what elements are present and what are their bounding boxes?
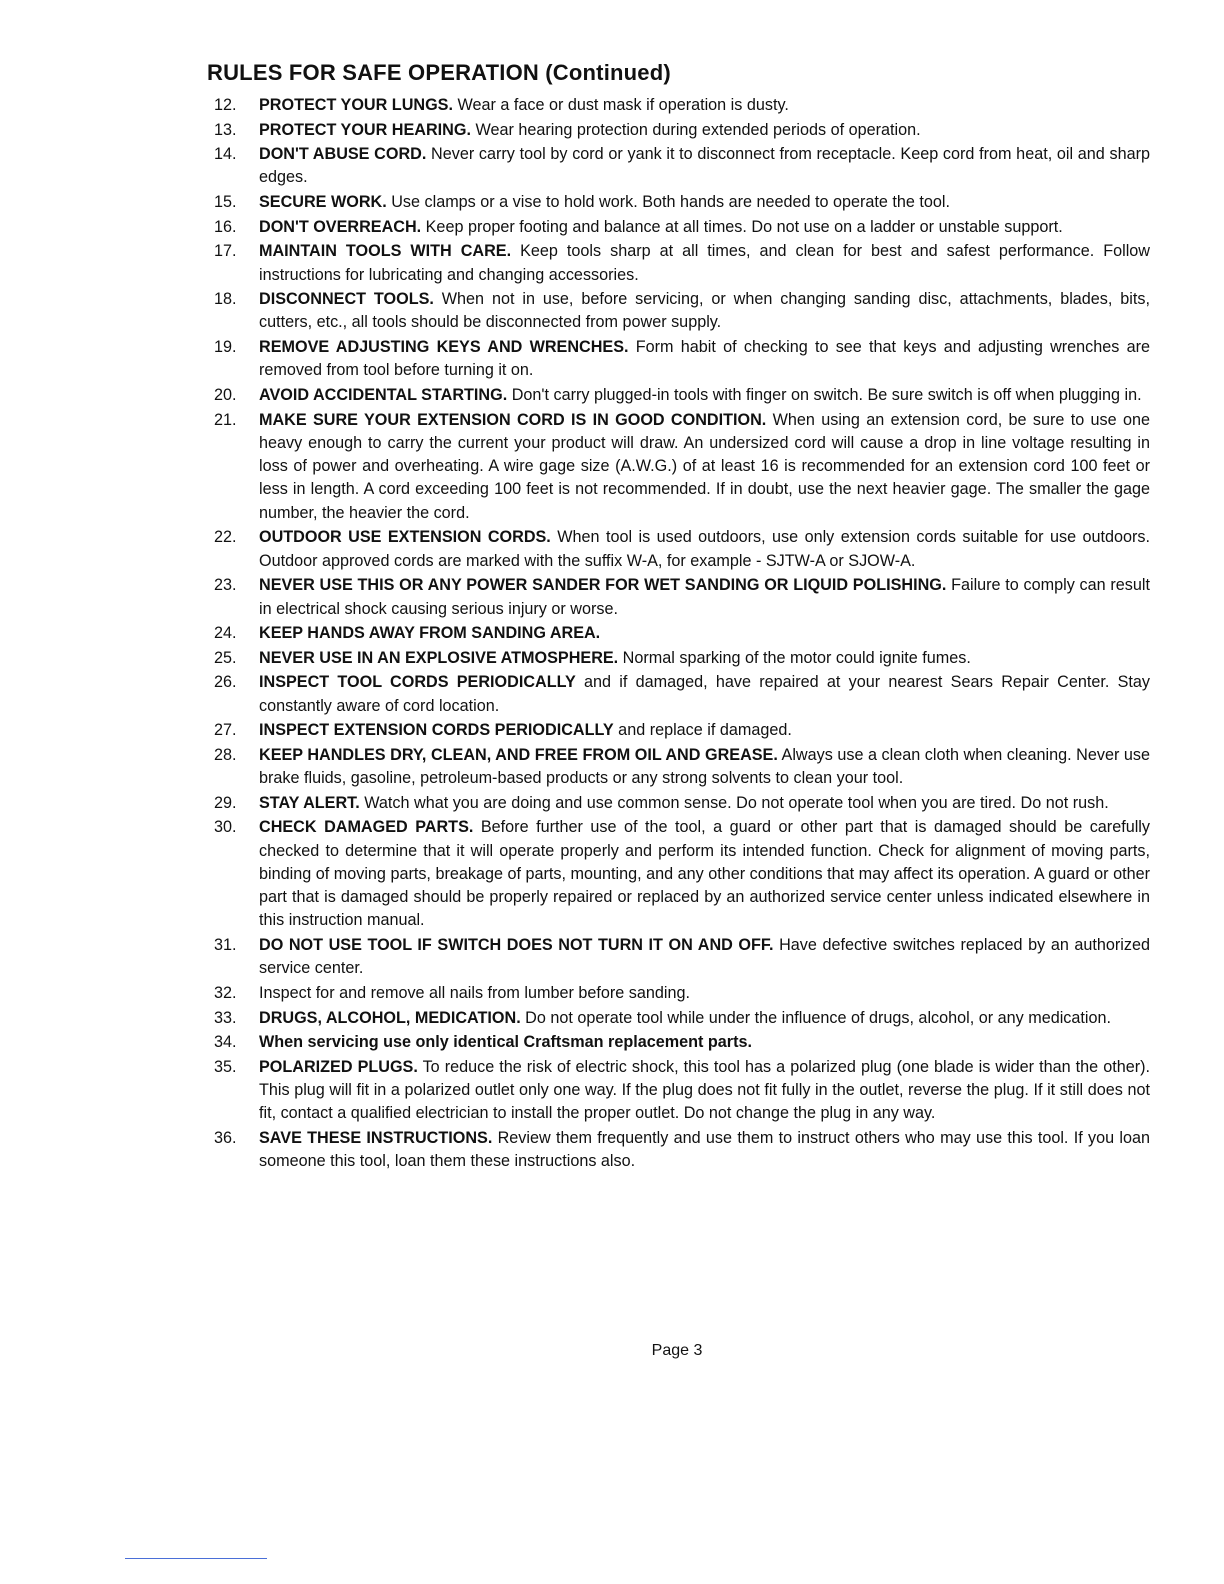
rule-number: 17. xyxy=(214,242,237,261)
rule-item xyxy=(214,384,1150,407)
page-number: Page 3 xyxy=(651,1342,703,1359)
rule-heading: When servicing use only identical Craftsman replacement parts. xyxy=(259,1033,752,1052)
rule-number: 21. xyxy=(214,410,237,429)
rule-heading: MAKE SURE YOUR EXTENSION CORD IS IN GOOD CONDITION. xyxy=(259,410,767,429)
rule-text: Watch what you are doing and use common sense. Do not operate tool when you are tired. Do not rush. xyxy=(359,793,1109,812)
rule-item xyxy=(214,792,1150,815)
rule-number: 19. xyxy=(214,338,237,357)
rule-number: 15. xyxy=(214,193,237,212)
rule-heading: KEEP HANDS AWAY FROM SANDING AREA. xyxy=(259,624,601,643)
rule-item xyxy=(214,191,1150,214)
rule-heading: DO NOT USE TOOL IF SWITCH DOES NOT TURN IT ON AND OFF. xyxy=(259,936,774,955)
rule-heading: DON'T OVERREACH. xyxy=(259,217,422,236)
rule-number: 29. xyxy=(214,793,237,812)
rule-item xyxy=(214,409,1150,525)
rule-item xyxy=(214,816,1150,932)
rule-heading: INSPECT TOOL CORDS PERIODICALLY xyxy=(259,673,576,692)
rule-item xyxy=(214,934,1150,981)
rule-item xyxy=(214,288,1150,335)
rule-text: When using an extension cord, be sure to use one heavy enough to carry the current your product will draw. An undersized cord will cause a drop in line voltage resulting in loss of power and overheating. A wire gage size (A.W.G.) of at least 16 is recommended for an extension cord 100 feet or less in length. A cord exceeding 100 feet is not recommended. If in doubt, use the next heavier gage. The smaller the gage number, the heavier the cord. xyxy=(259,410,1150,522)
rule-number: 26. xyxy=(214,673,237,692)
rule-number: 13. xyxy=(214,120,237,139)
rule-item xyxy=(214,94,1150,117)
rule-text: Have defective switches replaced by an authorized service center. xyxy=(259,936,1150,978)
rule-item xyxy=(214,1031,1150,1054)
rule-text: Before further use of the tool, a guard or other part that is damaged should be carefully checked to determine that it will operate properly and perform its intended function. Check for alignment of moving parts, binding of moving parts, breakage of parts, mounting, and any other conditions that may affect its operation. A guard or other part that is damaged should be properly repaired or replaced by an authorized service center unless indicated elsewhere in this instruction manual. xyxy=(259,818,1150,930)
rule-text: Never carry tool by cord or yank it to disconnect from receptacle. Keep cord from heat, oil and sharp edges. xyxy=(259,145,1150,187)
rule-heading: STAY ALERT. xyxy=(259,793,360,812)
rule-item xyxy=(214,622,1150,645)
rule-text: Always use a clean cloth when cleaning. Never use brake fluids, gasoline, petroleum-based products or any strong solvents to clean your tool. xyxy=(259,745,1150,788)
rule-heading: DISCONNECT TOOLS. xyxy=(259,290,434,309)
rule-heading: PROTECT YOUR HEARING. xyxy=(259,120,471,139)
rule-text: Keep proper footing and balance at all times. Do not use on a ladder or unstable support. xyxy=(421,217,1063,236)
rule-number: 25. xyxy=(214,648,237,667)
rule-heading: DRUGS, ALCOHOL, MEDICATION. xyxy=(259,1008,521,1027)
rule-item xyxy=(214,719,1150,742)
rule-text: To reduce the risk of electric shock, this tool has a polarized plug (one blade is wider than the other). This plug will fit in a polarized outlet only one way. If the plug does not fit fully in the outlet, reverse the plug. If it still does not fit, contact a qualified electrician to install the proper outlet. Do not change the plug in any way. xyxy=(259,1057,1150,1123)
rule-item xyxy=(214,1127,1150,1174)
bottom-divider xyxy=(125,1558,267,1559)
page-title: RULES FOR SAFE OPERATION (Continued) xyxy=(207,60,671,85)
rule-text: Don't carry plugged-in tools with finger on switch. Be sure switch is off when plugging in. xyxy=(507,385,1142,404)
rule-text: Failure to comply can result in electrical shock causing serious injury or worse. xyxy=(259,576,1150,618)
rule-number: 28. xyxy=(214,745,237,764)
rule-heading: SAVE THESE INSTRUCTIONS. xyxy=(259,1128,493,1147)
rule-number: 23. xyxy=(214,576,237,595)
rule-heading: PROTECT YOUR LUNGS. xyxy=(259,96,453,114)
rule-number: 31. xyxy=(214,936,237,955)
rule-item xyxy=(214,216,1150,239)
rule-item xyxy=(214,119,1150,142)
rule-item xyxy=(214,336,1150,383)
rule-heading: INSPECT EXTENSION CORDS PERIODICALLY xyxy=(259,721,614,740)
rule-heading: KEEP HANDLES DRY, CLEAN, AND FREE FROM OIL AND GREASE. xyxy=(259,745,778,764)
rule-text: Wear a face or dust mask if operation is dusty. xyxy=(452,96,789,114)
rule-number: 34. xyxy=(214,1033,237,1052)
rule-text: Review them frequently and use them to instruct others who may use this tool. If you loan someone this tool, loan them these instructions also. xyxy=(259,1128,1150,1171)
rule-number: 36. xyxy=(214,1128,237,1147)
rule-text: and replace if damaged. xyxy=(613,721,792,740)
safety-rules-list xyxy=(214,94,1150,1175)
rule-text: Keep tools sharp at all times, and clean for best and safest performance. Follow instructions for lubricating and changing accessories. xyxy=(259,242,1150,284)
rule-text: Form habit of checking to see that keys and adjusting wrenches are removed from tool before turning it on. xyxy=(259,338,1151,380)
rule-item xyxy=(214,240,1150,287)
rule-text: Normal sparking of the motor could ignite fumes. xyxy=(618,648,971,667)
rule-text: Inspect for and remove all nails from lumber before sanding. xyxy=(259,983,690,1002)
rule-item xyxy=(214,526,1150,573)
rule-number: 12. xyxy=(214,96,237,114)
rule-heading: NEVER USE THIS OR ANY POWER SANDER FOR WET SANDING OR LIQUID POLISHING. xyxy=(259,576,947,595)
rule-text: When tool is used outdoors, use only extension cords suitable for use outdoors. Outdoor approved cords are marked with the suffix W-A, for example - SJTW-A or SJOW-A. xyxy=(259,528,1150,570)
rule-number: 16. xyxy=(214,217,237,236)
rule-text: Do not operate tool while under the influence of drugs, alcohol, or any medication. xyxy=(520,1008,1111,1027)
rule-item xyxy=(214,574,1150,621)
rule-number: 18. xyxy=(214,290,237,309)
rule-number: 27. xyxy=(214,721,237,740)
rule-number: 20. xyxy=(214,385,237,404)
rule-heading: AVOID ACCIDENTAL STARTING. xyxy=(259,385,508,404)
rule-heading: OUTDOOR USE EXTENSION CORDS. xyxy=(259,528,551,547)
rule-item xyxy=(214,1056,1150,1126)
rule-heading: DON'T ABUSE CORD. xyxy=(259,145,427,164)
rule-item xyxy=(214,1007,1150,1030)
rule-number: 24. xyxy=(214,624,237,643)
rule-heading: MAINTAIN TOOLS WITH CARE. xyxy=(259,242,512,261)
rule-item xyxy=(214,744,1150,791)
rule-item xyxy=(214,671,1150,718)
rule-heading: REMOVE ADJUSTING KEYS AND WRENCHES. xyxy=(259,338,629,357)
rule-heading: POLARIZED PLUGS. xyxy=(259,1057,418,1076)
rule-number: 30. xyxy=(214,818,237,837)
rule-number: 33. xyxy=(214,1008,237,1027)
rule-item xyxy=(214,982,1150,1005)
rule-item xyxy=(214,647,1150,670)
rule-heading: NEVER USE IN AN EXPLOSIVE ATMOSPHERE. xyxy=(259,648,619,667)
rule-number: 14. xyxy=(214,145,237,164)
rule-text: Use clamps or a vise to hold work. Both hands are needed to operate the tool. xyxy=(386,193,951,212)
rule-text: and if damaged, have repaired at your nearest Sears Repair Center. Stay constantly aware of cord location. xyxy=(259,673,1150,715)
rule-item xyxy=(214,143,1150,190)
rule-text: Wear hearing protection during extended periods of operation. xyxy=(470,120,921,139)
rule-number: 32. xyxy=(214,983,237,1002)
rule-number: 35. xyxy=(214,1057,237,1076)
rule-number: 22. xyxy=(214,528,237,547)
rule-heading: SECURE WORK. xyxy=(259,193,387,212)
rule-heading: CHECK DAMAGED PARTS. xyxy=(259,818,474,837)
rule-text: When not in use, before servicing, or when changing sanding disc, attachments, blades, bits, cutters, etc., all tools should be disconnected from power supply. xyxy=(259,290,1150,332)
